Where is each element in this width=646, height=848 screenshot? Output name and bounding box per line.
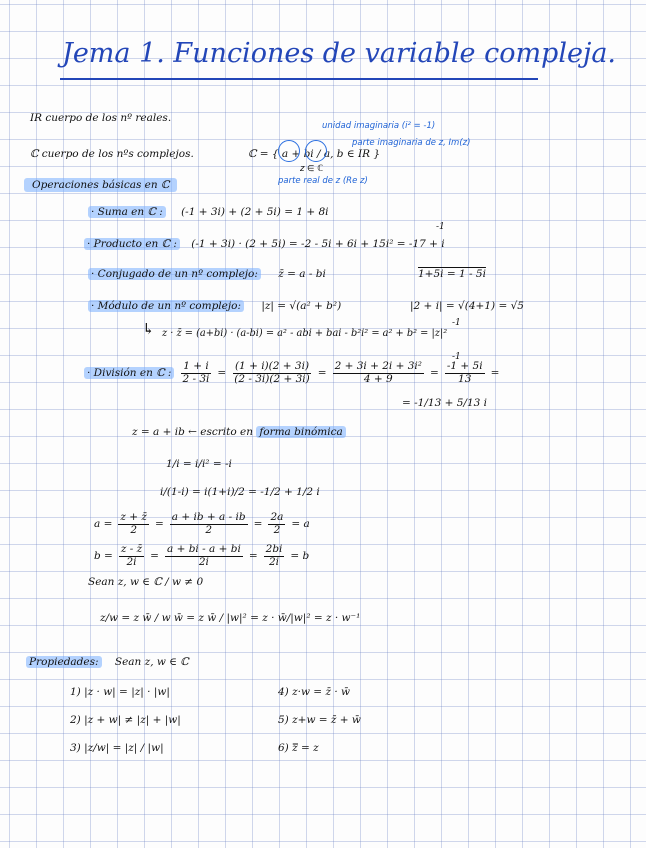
note-z-in-c: z ∈ ℂ: [300, 164, 324, 174]
circle-a: [278, 140, 300, 162]
suma-expression: (-1 + 3i) + (2 + 5i) = 1 + 8i: [181, 206, 329, 218]
properties-heading: Propiedades:: [26, 656, 102, 668]
properties-row: [26, 656, 189, 668]
conjugado-row: [88, 268, 326, 280]
note-imaginary-part: parte imaginaria de z, Im(z): [352, 138, 471, 148]
suma-row: [88, 206, 329, 218]
reals-definition: IR cuerpo de los nº reales.: [30, 112, 172, 124]
property-3: 3) |z/w| = |z| / |w|: [70, 742, 164, 754]
conjugado-expression: z̄ = a - bi: [278, 268, 326, 280]
circle-b: [305, 140, 327, 162]
a-formula: a = $\frac{z + z̄}{2}$ = $\frac{a + ib + a - ib}{2}$ = $\frac{2a}{2}$ = a: [94, 511, 310, 536]
property-4: 4) z·w = z̄ · w̄: [278, 686, 350, 698]
fraction-example: i/(1-i) = i(1+i)/2 = -1/2 + 1/2 i: [160, 486, 320, 498]
sean-line: Sean z, w ∈ ℂ / w ≠ 0: [88, 576, 204, 588]
binomial-text: z = a + ib ← escrito en: [132, 426, 254, 438]
binomial-row: [132, 426, 346, 438]
division-frac-3: $\frac{\text{2 + 3i + 2i + 3i²}}{4 + 9}$: [334, 360, 423, 385]
modulo-example: |2 + i| = √(4+1) = √5: [410, 300, 524, 312]
modulo-expression: |z| = √(a² + b²): [261, 300, 342, 312]
division-note: -1: [452, 352, 461, 362]
producto-expression: (-1 + 3i) · (2 + 5i) = -2 - 5i + 6i + 15i² = -17 + i: [191, 238, 445, 250]
suma-label: · Suma en ℂ :: [88, 206, 166, 218]
b-formula: b = $\frac{z - z̄}{2i}$ = $\frac{a + bi - a + bi}{2i}$ = $\frac{2bi}{2i}$ = b: [94, 543, 310, 568]
quotient-line: z/w = z w̄ / w w̄ = z w̄ / |w|² = z · w̄/|w|² = z · w⁻¹: [100, 612, 361, 624]
property-5: 5) z+w = z̄ + w̄: [278, 714, 361, 726]
division-result: = -1/13 + 5/13 i: [402, 397, 488, 409]
division-frac-2: $\frac{(1 + i)(2 + 3i)}{(2 - 3i)(2 + 3i)}$: [234, 360, 310, 385]
complex-set: ℂ = { a + bi / a, b ∈ IR }: [248, 148, 381, 160]
modulo-arrow: ↳: [142, 320, 155, 338]
division-row: · División en ℂ : $\frac{1 + i}{2 - 3i}$ = $\frac{(1 + i)(2 + 3i)}{(2 - 3i)(2 + 3i)}$ = $\frac{\text{2 + 3i + 2i + 3i²}}{4 + 9}$ = $\frac{-1 + 5i}{13}$ =: [84, 361, 499, 385]
modulo-row: [88, 300, 341, 312]
modulo-label: · Módulo de un nº complejo:: [88, 300, 244, 312]
property-6: 6) z̿ = z: [278, 742, 319, 754]
property-1: 1) |z · w| = |z| · |w|: [70, 686, 170, 698]
modulo-note: -1: [452, 318, 461, 328]
conjugado-example: 1+5i = 1 - 5i: [418, 268, 486, 280]
property-2: 2) |z + w| ≠ |z| + |w|: [70, 714, 181, 726]
inverse-i: 1/i = i/i² = -i: [166, 458, 232, 470]
division-frac-1: $\frac{1 + i}{2 - 3i}$: [182, 360, 210, 385]
operations-heading: Operaciones básicas en ℂ: [24, 178, 177, 192]
properties-intro: Sean z, w ∈ ℂ: [114, 656, 189, 668]
producto-label: · Producto en ℂ :: [84, 238, 180, 250]
note-imaginary-unit: unidad imaginaria (i² = -1): [322, 121, 436, 131]
note-real-part: parte real de z (Re z): [278, 176, 368, 186]
division-frac-4: $\frac{-1 + 5i}{13}$: [446, 360, 483, 385]
conjugado-label: · Conjugado de un nº complejo:: [88, 268, 261, 280]
title-underline: [60, 78, 538, 80]
producto-row: [84, 238, 445, 250]
complex-definition: ℂ cuerpo de los nºs complejos.: [30, 148, 194, 160]
binomial-highlight: forma binómica: [256, 426, 345, 438]
producto-note: -1: [436, 222, 445, 232]
division-label: · División en ℂ :: [84, 367, 174, 379]
page-title: Jema 1. Funciones de variable compleja.: [62, 38, 617, 69]
modulo-derivation: z · z̄ = (a+bi) · (a-bi) = a² - abi + bai - b²i² = a² + b² = |z|²: [162, 328, 448, 339]
